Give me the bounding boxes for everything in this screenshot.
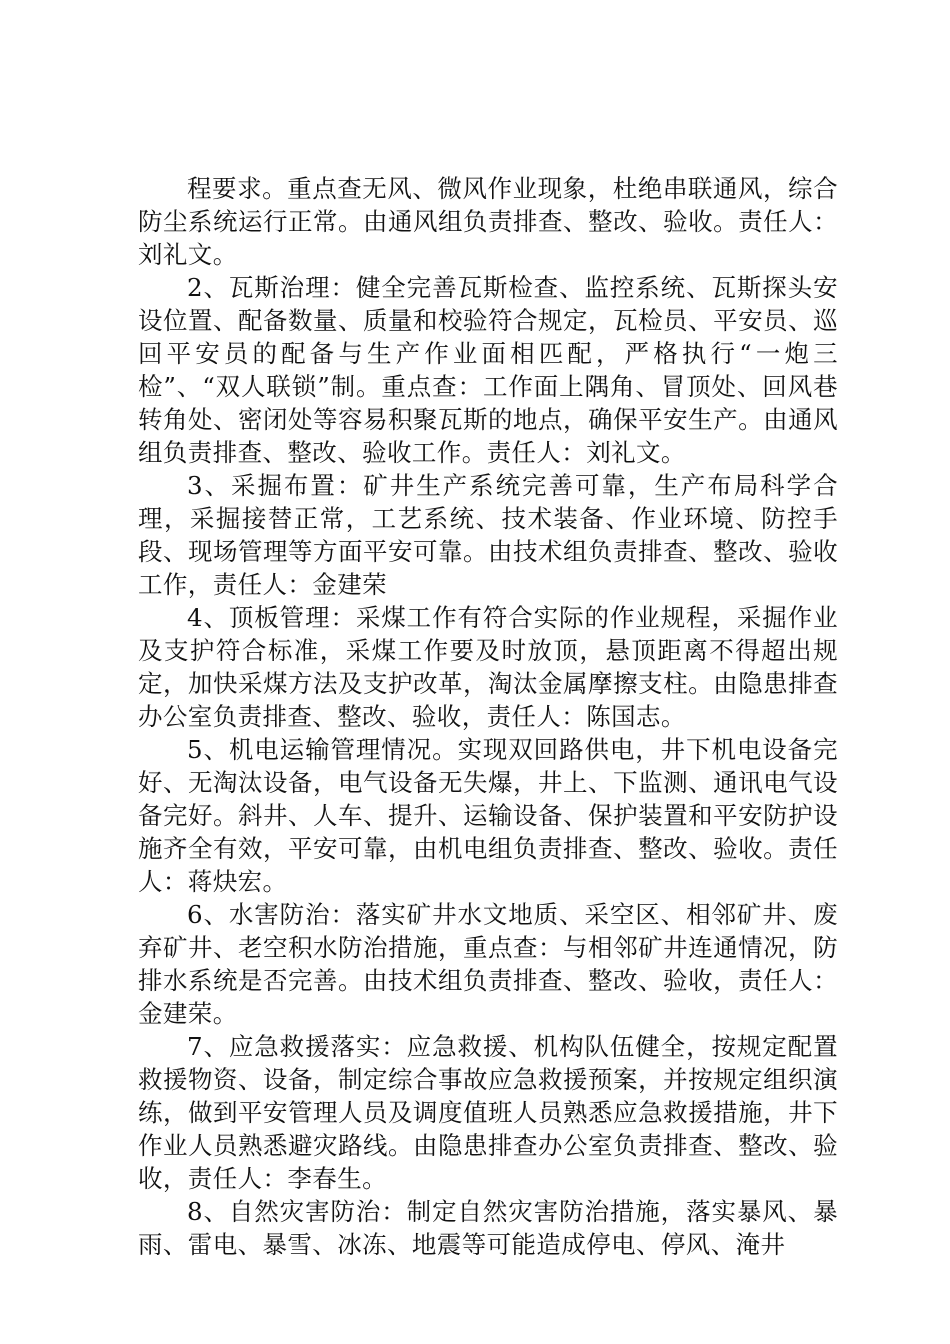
paragraph-mining-layout: 3、采掘布置：矿井生产系统完善可靠，生产布局科学合理，采掘接替正常，工艺系统、技术装备、作业环境、防控手段、现场管理等方面平安可靠。由技术组负责排查、整改、验收工作，责任人：金建荣 [138, 471, 838, 599]
paragraph-water-hazard-prevention: 6、水害防治：落实矿井水文地质、采空区、相邻矿井、废弃矿井、老空积水防治措施，重点查：与相邻矿井连通情况，防排水系统是否完善。由技术组负责排查、整改、验收，责任人：金建荣。 [138, 900, 838, 1028]
paragraph-roof-management: 4、顶板管理：采煤工作有符合实际的作业规程，采掘作业及支护符合标准，采煤工作要及时放顶，悬顶距离不得超出规定，加快采煤方法及支护改革，淘汰金属摩擦支柱。由隐患排查办公室负责排查、整改、验收，责任人：陈国志。 [138, 603, 838, 731]
paragraph-natural-disaster-prevention: 8、自然灾害防治：制定自然灾害防治措施，落实暴风、暴雨、雷电、暴雪、冰冻、地震等可能造成停电、停风、淹井 [138, 1197, 838, 1259]
document-body [138, 172, 838, 1261]
paragraph-electromechanical-transport: 5、机电运输管理情况。实现双回路供电，井下机电设备完好、无淘汰设备，电气设备无失爆，井上、下监测、通讯电气设备完好。斜井、人车、提升、运输设备、保护装置和平安防护设施齐全有效，平安可靠，由机电组负责排查、整改、验收。责任人：蒋炔宏。 [138, 735, 838, 896]
paragraph-gas-control: 2、瓦斯治理：健全完善瓦斯检查、监控系统、瓦斯探头安设位置、配备数量、质量和校验符合规定，瓦检员、平安员、巡回平安员的配备与生产作业面相匹配，严格执行“一炮三检”、“双人联锁”制。重点查：工作面上隅角、冒顶处、回风巷转角处、密闭处等容易积聚瓦斯的地点，确保平安生产。由通风组负责排查、整改、验收工作。责任人：刘礼文。 [138, 273, 838, 467]
paragraph-emergency-rescue: 7、应急救援落实：应急救援、机构队伍健全，按规定配置救援物资、设备，制定综合事故应急救援预案，并按规定组织演练，做到平安管理人员及调度值班人员熟悉应急救援措施，井下作业人员熟悉避灾路线。由隐患排查办公室负责排查、整改、验收，责任人：李春生。 [138, 1032, 838, 1193]
paragraph-ventilation-continued: 程要求。重点查无风、微风作业现象，杜绝串联通风，综合防尘系统运行正常。由通风组负责排查、整改、验收。责任人：刘礼文。 [138, 174, 838, 269]
